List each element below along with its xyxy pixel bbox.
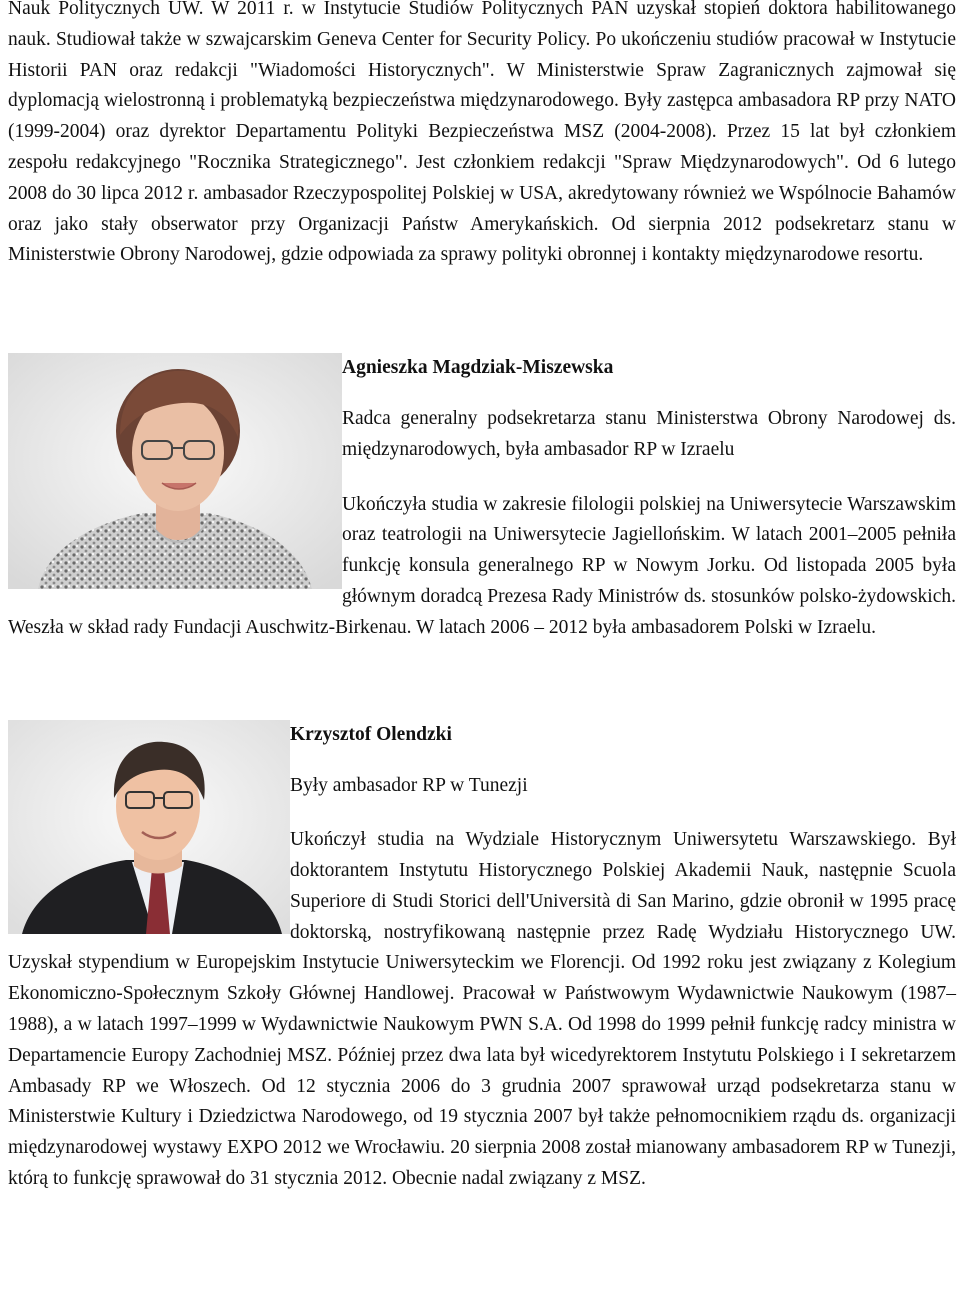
person-role: Radca generalny podsekretarza stanu Ministerstwa Obrony Narodowej ds. międzynarodowych, była ambasador RP w Izraelu xyxy=(342,407,956,460)
bio-agnieszka xyxy=(8,353,956,643)
portrait-photo-man xyxy=(8,720,290,934)
bio-krzysztof xyxy=(8,720,956,1195)
person-role: Były ambasador RP w Tunezji xyxy=(290,775,528,797)
portrait-photo-woman xyxy=(8,353,342,589)
person-biography: Ukończył studia na Wydziale Historycznym Uniwersytetu Warszawskiego. Był doktorantem Instytutu Historycznego Polskiej Akademii Nauk, następnie Scuola Superiore di Studi Storici dell'Università di San Marino, gdzie obronił w 1995 pracę doktorską, nostryfikowaną następnie przez Radę Wydziału Historycznego UW. Uzyskał stypendium w Europejskim Instytucie Uniwersyteckim we Florencji. Od 1992 roku jest związany z Kolegium Ekonomiczno-Społecznym Szkoły Głównej Handlowej. Pracował w Państwowym Wydawnictwie Naukowym (1987–1988), a w latach 1997–1999 w Wydawnictwie Naukowym PWN S.A. Od 1998 do 1999 pełnił funkcję radcy ministra w Departamencie Europy Zachodniej MSZ. Później przez dwa lata był wicedyrektorem Instytutu Polskiego i I sekretarzem Ambasady RP we Włoszech. Od 12 stycznia 2006 do 3 grudnia 2007 sprawował urząd podsekretarza stanu w Ministerstwie Kultury i Dziedzictwa Narodowego, od 19 stycznia 2007 był także pełnomocnikiem rządu ds. organizacji międzynarodowej wystawy EXPO 2012 we Wrocławiu. 20 sierpnia 2008 został mianowany ambasadorem RP w Tunezji, którą to funkcję sprawował do 31 stycznia 2012. Obecnie nadal związany z MSZ. xyxy=(8,829,956,1189)
intro-paragraph: Nauk Politycznych UW. W 2011 r. w Instytucie Studiów Politycznych PAN uzyskał stopień doktora habilitowanego nauk. Studiował także w szwajcarskim Geneva Center for Security Policy. Po ukończeniu studiów pracował w Instytucie Historii PAN oraz redakcji "Wiadomości Historycznych". W Ministerstwie Spraw Zagranicznych zajmował się dyplomacją wielostronną i problematyką bezpieczeństwa międzynarodowego. Były zastępca ambasadora RP przy NATO (1999-2004) oraz dyrektor Departamentu Polityki Bezpieczeństwa MSZ (2004-2008). Przez 15 lat był członkiem zespołu redakcyjnego "Rocznika Strategicznego". Jest członkiem redakcji "Spraw Międzynarodowych". Od 6 lutego 2008 do 30 lipca 2012 r. ambasador Rzeczypospolitej Polskiej w USA, akredytowany również we Wspólnocie Bahamów oraz jako stały obserwator przy Organizacji Państw Amerykańskich. Od sierpnia 2012 podsekretarz stanu w Ministerstwie Obrony Narodowej, gdzie odpowiada za sprawy polityki obronnej i kontakty międzynarodowe resortu. xyxy=(8,0,956,266)
person-name: Agnieszka Magdziak-Miszewska xyxy=(342,357,614,379)
person-biography: Ukończyła studia w zakresie filologii polskiej na Uniwersytecie Warszawskim oraz teatrologii na Uniwersytecie Jagiellońskim. W latach 2001–2005 pełniła funkcję konsula generalnego RP w Nowym Jorku. Od listopada 2005 była głównym doradcą Prezesa Rady Ministrów ds. stosunków polsko-żydowskich. Weszła w skład rady Fundacji Auschwitz-Birkenau. W latach 2006 – 2012 była ambasadorem Polski w Izraelu. xyxy=(8,493,956,638)
person-name: Krzysztof Olendzki xyxy=(290,723,452,745)
